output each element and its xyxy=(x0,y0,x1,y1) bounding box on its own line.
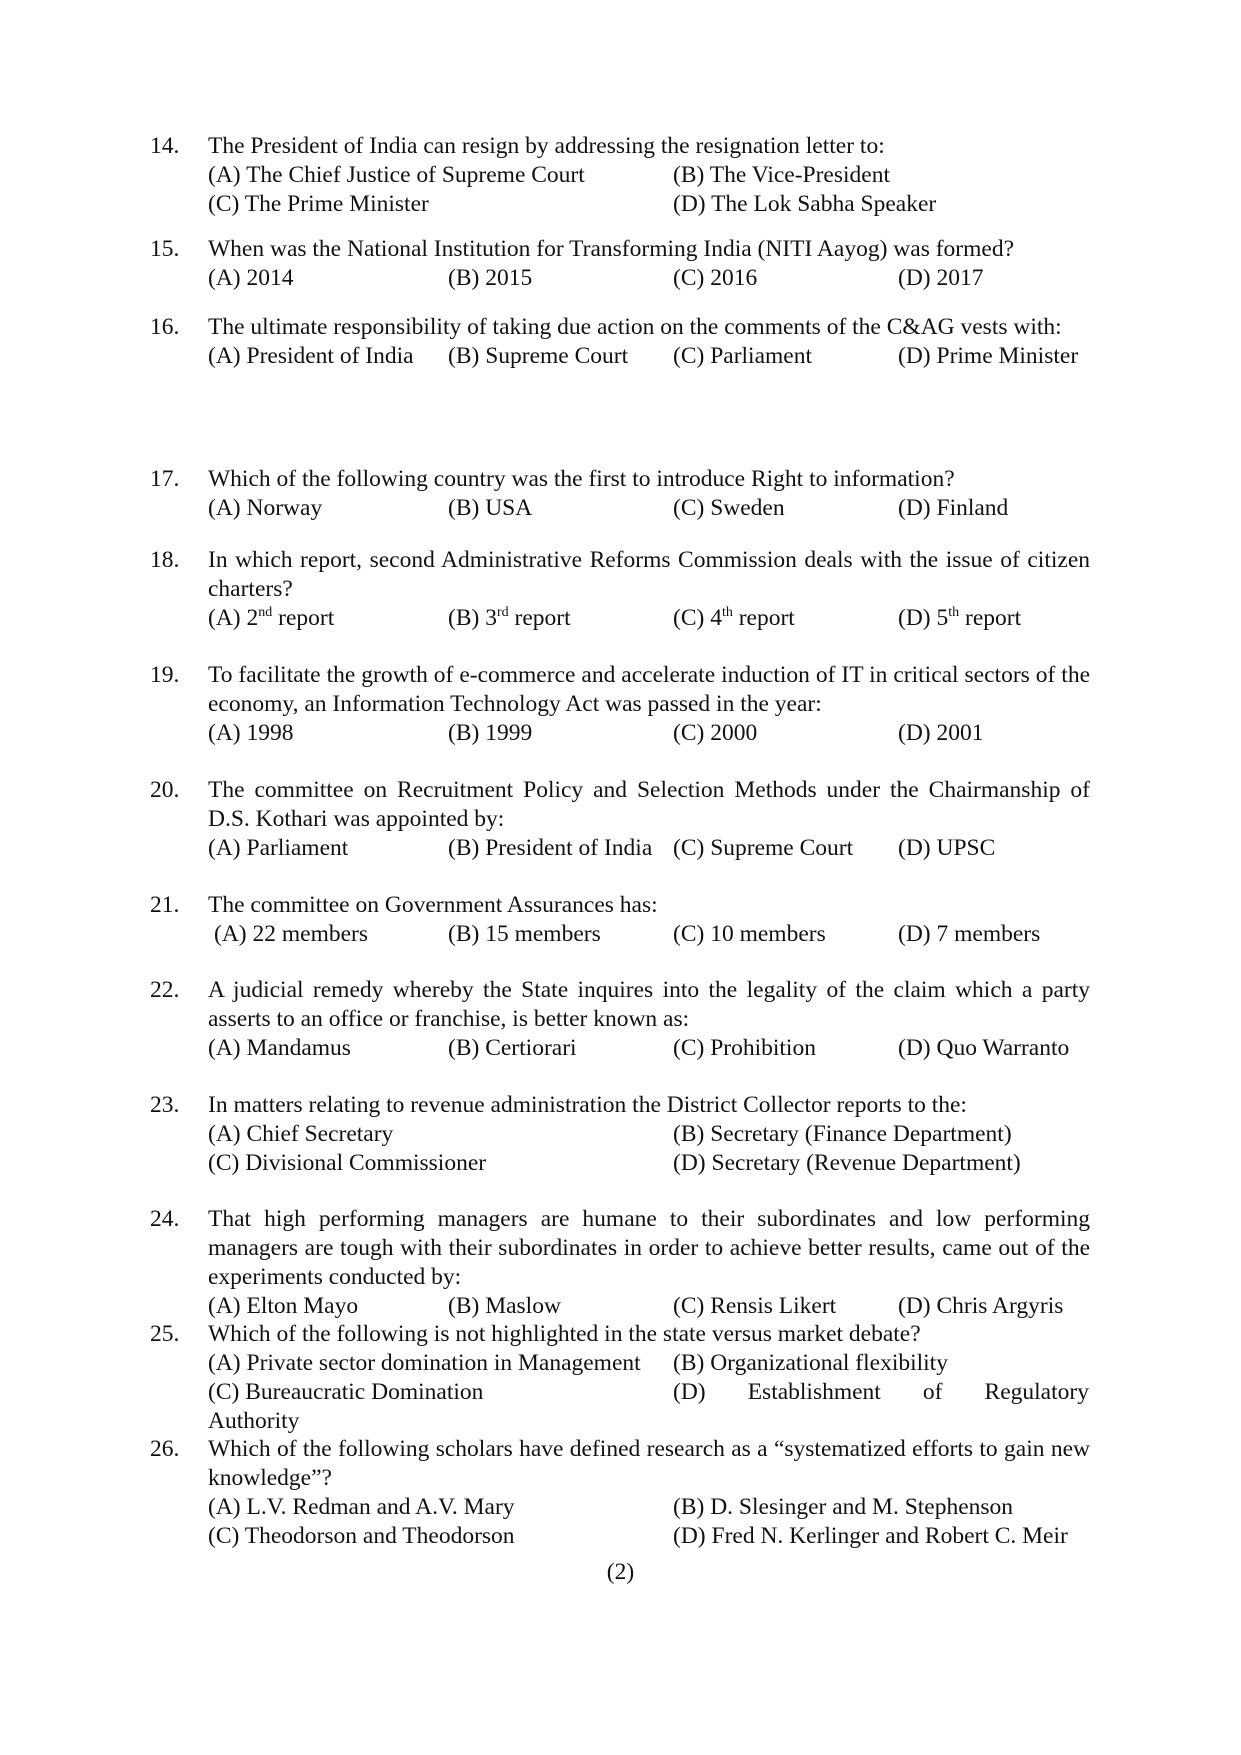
option-a: (A) Chief Secretary xyxy=(208,1121,394,1147)
option-c: (C) 4th report xyxy=(673,605,795,631)
options xyxy=(208,719,1090,748)
option-a: (A) 2nd report xyxy=(208,605,335,631)
option-c: (C) Divisional Commissioner xyxy=(208,1150,487,1176)
option-d: (D) Quo Warranto xyxy=(898,1035,1070,1061)
option-c: (C) Sweden xyxy=(673,495,785,521)
option-a: (A) President of India xyxy=(208,343,414,369)
option-d: (D) Finland xyxy=(898,495,1009,521)
options xyxy=(208,494,1090,523)
question-15 xyxy=(150,235,1090,293)
option-c: (C) Prohibition xyxy=(673,1035,816,1061)
question-16 xyxy=(150,313,1090,371)
question-26 xyxy=(150,1435,1090,1551)
option-a: (A) 22 members xyxy=(214,921,369,947)
option-a: (A) Parliament xyxy=(208,835,349,861)
question-number: 26. xyxy=(150,1436,180,1462)
options xyxy=(208,1292,1090,1321)
option-a: (A) L.V. Redman and A.V. Mary xyxy=(208,1494,515,1520)
question-number: 18. xyxy=(150,547,180,573)
option-b: (B) 3rd report xyxy=(448,605,571,631)
option-a: (A) Mandamus xyxy=(208,1035,351,1061)
option-d: (D) The Lok Sabha Speaker xyxy=(673,191,937,217)
options xyxy=(208,920,1090,949)
option-c: (C) 2000 xyxy=(673,720,758,746)
question-text: When was the National Institution for Transforming India (NITI Aayog) was formed? xyxy=(208,236,1014,262)
question-text: In which report, second Administrative Reforms Commission deals with the issue of citizen charters? xyxy=(208,547,1090,602)
question-text: To facilitate the growth of e-commerce and accelerate induction of IT in critical sectors of the economy, an Information Technology Act was passed in the year: xyxy=(208,662,1090,717)
option-d: (D) UPSC xyxy=(898,835,996,861)
question-number: 17. xyxy=(150,466,180,492)
options xyxy=(208,1120,1090,1178)
question-number: 20. xyxy=(150,777,180,803)
option-a: (A) Elton Mayo xyxy=(208,1293,359,1319)
option-d: (D) Chris Argyris xyxy=(898,1293,1064,1319)
question-25 xyxy=(150,1320,1090,1436)
options xyxy=(208,834,1090,863)
question-number: 22. xyxy=(150,977,180,1003)
option-c: (C) 2016 xyxy=(673,265,758,291)
option-a: (A) The Chief Justice of Supreme Court xyxy=(208,162,585,188)
option-b: (B) USA xyxy=(448,495,533,521)
option-b: (B) 2015 xyxy=(448,265,533,291)
option-d: (D) 7 members xyxy=(898,921,1041,947)
question-text: The President of India can resign by addressing the resignation letter to: xyxy=(208,133,885,159)
option-c: (C) Parliament xyxy=(673,343,813,369)
options xyxy=(208,604,1090,633)
question-text: The ultimate responsibility of taking due action on the comments of the C&AG vests with: xyxy=(208,314,1062,340)
question-text: Which of the following is not highlighted in the state versus market debate? xyxy=(208,1321,921,1347)
question-number: 24. xyxy=(150,1206,180,1232)
option-b: (B) President of India xyxy=(448,835,653,861)
option-d-continuation: Authority xyxy=(208,1408,300,1434)
question-number: 19. xyxy=(150,662,180,688)
option-b: (B) Maslow xyxy=(448,1293,561,1319)
question-21 xyxy=(150,891,1090,949)
option-b: (B) The Vice-President xyxy=(673,162,890,188)
option-d: (D) Secretary (Revenue Department) xyxy=(673,1150,1021,1176)
option-a: (A) Norway xyxy=(208,495,323,521)
option-c: (C) Bureaucratic Domination xyxy=(208,1379,484,1405)
option-b: (B) Supreme Court xyxy=(448,343,629,369)
option-b: (B) D. Slesinger and M. Stephenson xyxy=(673,1494,1014,1520)
option-c: (C) Theodorson and Theodorson xyxy=(208,1523,515,1549)
option-b: (B) 1999 xyxy=(448,720,533,746)
option-b: (B) Certiorari xyxy=(448,1035,577,1061)
question-20 xyxy=(150,776,1090,863)
question-23 xyxy=(150,1091,1090,1178)
options xyxy=(208,1034,1090,1063)
question-number: 25. xyxy=(150,1321,180,1347)
option-a: (A) 2014 xyxy=(208,265,294,291)
option-c: (C) Rensis Likert xyxy=(673,1293,837,1319)
question-18 xyxy=(150,546,1090,633)
question-text: Which of the following scholars have defined research as a “systematized efforts to gain new knowledge”? xyxy=(208,1436,1090,1491)
options xyxy=(208,161,1090,219)
question-text: Which of the following country was the first to introduce Right to information? xyxy=(208,466,955,492)
option-d: (D) Fred N. Kerlinger and Robert C. Meir xyxy=(673,1523,1068,1549)
option-d: (D) Prime Minister xyxy=(898,343,1079,369)
option-b: (B) Secretary (Finance Department) xyxy=(673,1121,1012,1147)
question-text: A judicial remedy whereby the State inquires into the legality of the claim which a party asserts to an office or franchise, is better known as: xyxy=(208,977,1090,1032)
option-b: (B) 15 members xyxy=(448,921,601,947)
question-24 xyxy=(150,1205,1090,1321)
page-number: (2) xyxy=(606,1559,635,1585)
question-text: The committee on Government Assurances has: xyxy=(208,892,658,918)
options xyxy=(208,264,1090,293)
question-14 xyxy=(150,132,1090,219)
option-c: (C) Supreme Court xyxy=(673,835,854,861)
question-22 xyxy=(150,976,1090,1063)
options xyxy=(208,1349,1090,1436)
option-b: (B) Organizational flexibility xyxy=(673,1350,948,1376)
option-c: (C) 10 members xyxy=(673,921,826,947)
option-a: (A) Private sector domination in Management xyxy=(208,1350,641,1376)
option-d: (D) Establishment of Regulatory xyxy=(673,1379,1089,1405)
question-number: 14. xyxy=(150,133,180,159)
question-text: In matters relating to revenue administration the District Collector reports to the: xyxy=(208,1092,967,1118)
question-number: 21. xyxy=(150,892,180,918)
question-text: That high performing managers are humane to their subordinates and low performing managers are tough with their subordinates in order to achieve better results, came out of the experiments conducted by: xyxy=(208,1206,1090,1290)
question-19 xyxy=(150,661,1090,748)
question-number: 15. xyxy=(150,236,180,262)
option-d: (D) 2017 xyxy=(898,265,984,291)
option-a: (A) 1998 xyxy=(208,720,294,746)
question-text: The committee on Recruitment Policy and Selection Methods under the Chairmanship of D.S. Kothari was appointed by: xyxy=(208,777,1090,832)
question-17 xyxy=(150,465,1090,523)
option-d: (D) 5th report xyxy=(898,605,1022,631)
option-d: (D) 2001 xyxy=(898,720,984,746)
option-c: (C) The Prime Minister xyxy=(208,191,429,217)
question-number: 23. xyxy=(150,1092,180,1118)
question-number: 16. xyxy=(150,314,180,340)
options xyxy=(208,1493,1090,1551)
options xyxy=(208,342,1090,371)
